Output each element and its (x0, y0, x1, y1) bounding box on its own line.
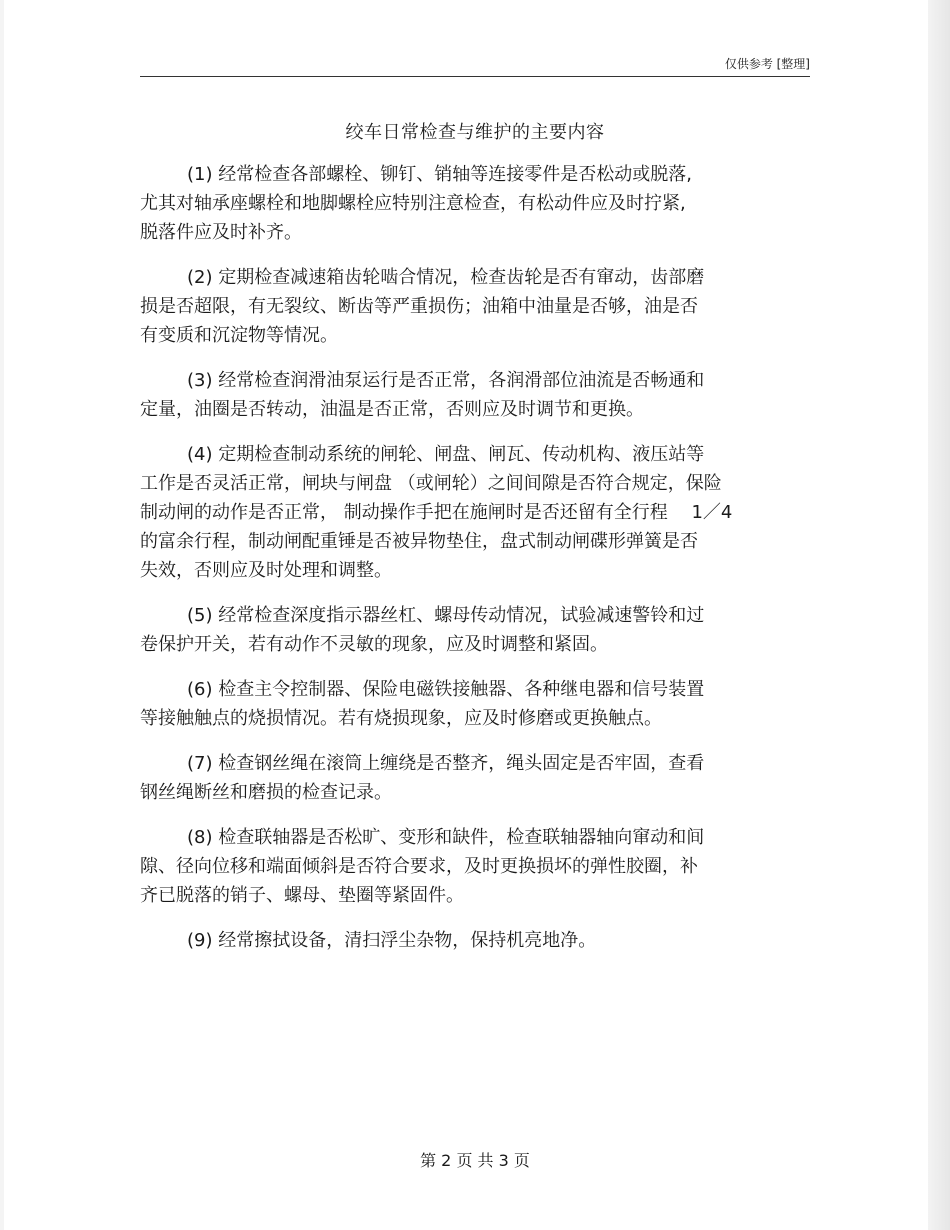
paragraph (140, 749, 820, 807)
paragraph-line: 隙、径向位移和端面倾斜是否符合要求，及时更换损坏的弹性胶圈，补 (140, 856, 698, 877)
paragraph (140, 440, 820, 585)
page-left-edge (0, 0, 4, 1230)
header-note: 仅供参考 [整理] (724, 57, 810, 71)
paragraph-line: 卷保护开关，若有动作不灵敏的现象，应及时调整和紧固。 (140, 634, 608, 655)
paragraph-line: 失效，否则应及时处理和调整。 (140, 560, 392, 581)
paragraph (140, 160, 820, 247)
page-right-shadow (928, 0, 950, 1230)
paragraph-line: (1) 经常检查各部螺栓、铆钉、销轴等连接零件是否松动或脱落, (187, 164, 692, 185)
paragraph-line: 定量，油圈是否转动，油温是否正常，否则应及时调节和更换。 (140, 399, 644, 420)
paragraph (140, 926, 820, 955)
paragraph-line: 钢丝绳断丝和磨损的检查记录。 (140, 782, 392, 803)
paragraph (140, 366, 820, 424)
paragraph (140, 601, 820, 659)
paragraph-line: 工作是否灵活正常，闸块与闸盘 （或闸轮）之间间隙是否符合规定，保险 (140, 473, 722, 494)
paragraph-line: 等接触触点的烧损情况。若有烧损现象，应及时修磨或更换触点。 (140, 708, 662, 729)
paragraph-line: (2) 定期检查减速箱齿轮啮合情况，检查齿轮是否有窜动，齿部磨 (187, 267, 705, 288)
paragraph-line: 损是否超限，有无裂纹、断齿等严重损伤；油箱中油量是否够，油是否 (140, 296, 698, 317)
page-header (140, 55, 810, 75)
header-divider (140, 76, 810, 77)
paragraph-line: (5) 经常检查深度指示器丝杠、螺母传动情况，试验减速警铃和过 (187, 605, 705, 626)
paragraph-line: 有变质和沉淀物等情况。 (140, 325, 338, 346)
paragraph-line: 脱落件应及时补齐。 (140, 222, 302, 243)
paragraph-line: 尤其对轴承座螺栓和地脚螺栓应特别注意检查，有松动件应及时拧紧, (140, 193, 686, 214)
paragraph-line: (4) 定期检查制动系统的闸轮、闸盘、闸瓦、传动机构、液压站等 (187, 444, 705, 465)
page-footer: 第 2 页 共 3 页 (420, 1151, 530, 1170)
document-body (140, 160, 820, 971)
paragraph-line: 的富余行程，制动闸配重锤是否被异物垫住，盘式制动闸碟形弹簧是否 (140, 531, 698, 552)
document-title: 绞车日常检查与维护的主要内容 (345, 122, 605, 143)
paragraph-line: (7) 检查钢丝绳在滚筒上缠绕是否整齐，绳头固定是否牢固，查看 (187, 753, 705, 774)
paragraph-line: (6) 检查主令控制器、保险电磁铁接触器、各种继电器和信号装置 (187, 679, 705, 700)
paragraph-line: (8) 检查联轴器是否松旷、变形和缺件，检查联轴器轴向窜动和间 (187, 827, 705, 848)
paragraph (140, 823, 820, 910)
paragraph (140, 263, 820, 350)
paragraph-line: (9) 经常擦拭设备，清扫浮尘杂物，保持机亮地净。 (187, 930, 597, 951)
paragraph (140, 675, 820, 733)
paragraph-line: (3) 经常检查润滑油泵运行是否正常，各润滑部位油流是否畅通和 (187, 370, 705, 391)
paragraph-line: 制动闸的动作是否正常， 制动操作手把在施闸时是否还留有全行程 1／4 (140, 502, 733, 523)
paragraph-line: 齐已脱落的销子、螺母、垫圈等紧固件。 (140, 885, 464, 906)
